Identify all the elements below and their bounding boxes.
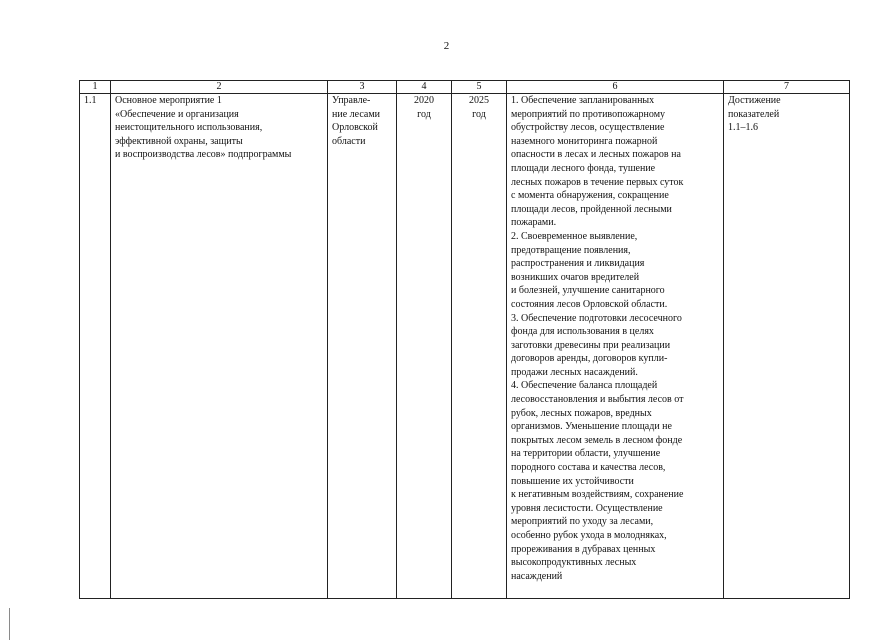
- scan-edge-mark: [9, 608, 10, 640]
- column-number-6: 6: [507, 81, 724, 94]
- column-number-3: 3: [328, 81, 397, 94]
- row-number-cell: [80, 94, 111, 599]
- column-number-5: 5: [452, 81, 507, 94]
- column-number-row: [80, 81, 850, 94]
- end-year: 2025 год: [469, 95, 489, 120]
- results-cell: [507, 94, 724, 599]
- measures-table: [79, 80, 850, 599]
- event-name: Основное мероприятие 1 «Обеспечение и организация неистощительного использования, эффективной охраны, защиты и воспроизводства лесов» подпрограммы: [115, 95, 292, 161]
- table-row: [80, 94, 850, 599]
- column-number-2: 2: [111, 81, 328, 94]
- start-year: 2020 год: [414, 95, 434, 120]
- start-year-cell: [397, 94, 452, 599]
- indicators-link: Достижение показателей 1.1–1.6: [728, 95, 781, 134]
- column-number-7: 7: [724, 81, 850, 94]
- executor-cell: [328, 94, 397, 599]
- end-year-cell: [452, 94, 507, 599]
- column-number-1: 1: [80, 81, 111, 94]
- row-number: 1.1: [84, 95, 97, 106]
- expected-results: 1. Обеспечение запланированных мероприятий по противопожарному обустройству лесов, осуществление наземного мониторинга пожарной опасности в лесах и лесных пожаров на площади лесного фонда, тушение лесных пожаров в течение первых суток с момента обнаружения, сокращение площади лесов, пройденной лесными пожарами. 2. Своевременное выявление, предотвращение появления, распространения и ликвидация возникших очагов вредителей и болезней, улучшение санитарного состояния лесов Орловской области. 3. Обеспечение подготовки лесосечного фонда для использования в целях заготовки древесины при реализации договоров аренды, договоров купли- продажи лесных насаждений. 4. Обеспечение баланса площадей лесовосстановления и выбытия лесов от рубок, лесных пожаров, вредных организмов. Уменьшение площади не покрытых лесом земель в лесном фонде на территории области, улучшение породного состава и качества лесов, повышение их устойчивости к негативным воздействиям, сохранение уровня лесистости. Осуществление мероприятий по уходу за лесами, особенно рубок ухода в молодняках, прореживания в дубравах ценных высокопродуктивных лесных насаждений: [511, 95, 684, 582]
- indicators-cell: [724, 94, 850, 599]
- executor-name: Управле- ние лесами Орловской области: [332, 95, 380, 147]
- event-cell: [111, 94, 328, 599]
- page-number: 2: [443, 40, 450, 52]
- column-number-4: 4: [397, 81, 452, 94]
